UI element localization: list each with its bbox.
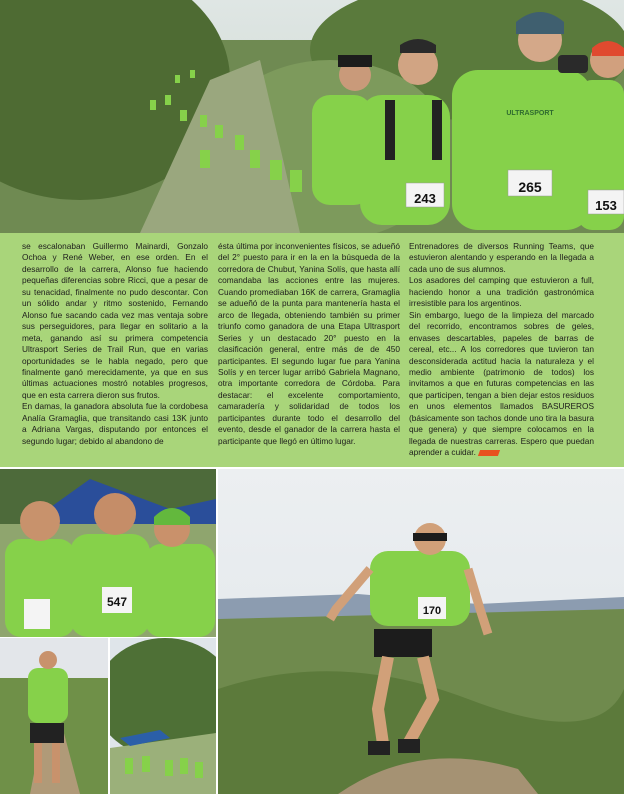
photo-top-runners	[0, 0, 624, 233]
article-column-1	[22, 241, 208, 447]
bib-153: 153	[595, 198, 617, 213]
bib-265: 265	[518, 179, 542, 195]
article-paragraph: En damas, la ganadora absoluta fue la cordobesa Analía Gramaglia, que transitando casi 13K junto a Adriana Vargas, disputando por entonces el segundo lugar; debido al abandono de	[22, 401, 208, 446]
photo-trail-runner-small	[0, 638, 108, 794]
bib-547: 547	[106, 595, 128, 609]
photo-group-runners	[0, 469, 216, 637]
photo-trail-runners-small	[110, 638, 216, 794]
bib-243: 243	[414, 191, 436, 206]
article-text-band	[0, 233, 624, 467]
article-paragraph: se escalonaban Guillermo Mainardi, Gonzalo Ochoa y René Weber, en ese orden. En el desarrollo de la carrera, Alonso fue haciendo pequeñas diferencias sobre Ricci, que a pesar de su tenacidad, finalmente no pudo descontar. Con un sólido andar y ritmo sostenido, Fernando Alonso fue sacando cada vez mas ventaja sobre sus perseguidores, para llegar en solitario a la meta, ganando así su primera competencia Ultrasport Series de Trail Run, que en varias oportunidades se le habla negado, pero que finalmente ganó merecidamente, ya que en sus últimas actuaciones mostró notables progresos, que en esta carrera dieron sus frutos.	[22, 241, 208, 400]
article-paragraph: Entrenadores de diversos Running Teams, que estuvieron alentando y esperando en la llegada a cada uno de sus alumnos.	[409, 241, 594, 274]
article-paragraph: Los asadores del camping que estuvieron a full, haciendo honor a una tradición gastronómica irresistible para los argentinos.	[409, 275, 594, 309]
article-column-2	[218, 241, 400, 447]
article-paragraph-text: Sin embargo, luego de la limpieza del marcado del recorrido, encontramos sobres de geles, envases descartables, papeles de barras de cereal, etc... A los corredores que tuvieron tan desconsiderada actitud hacia la naturaleza y el medio ambiente (patrimonio de todos) los invitamos a que en futuras competencias en las que participen, tengan a bien dejar estos residuos en unos elementos llamados BASUREROS (básicamente son tachos donde uno tira la basura que genera) y que siempre colocamos en la llegada de nuestras carreras. Espero que puedan aprender a cuidar.	[409, 309, 594, 458]
bib-170: 170	[422, 605, 442, 617]
shirt-brand: ULTRASPORT	[506, 110, 554, 117]
article-paragraph: ésta última por inconvenientes físicos, se adueñó del 2° puesto para ir en la en la búsqueda de la corredora de Chubut, Yanina Solís, que hasta allí comandaba las acciones entre las mujeres. Cuando promediaban 16K de carrera, Gramaglia se adueñó de la punta para mantenería hasta el arco de llegada, obteniendo también su primer triunfo como ganadora de una Etapa Ultrasport Series y un destacado 20° puesto en la clasificación general, entre más de de 450 participantes. El segundo lugar fue para Yanina Solís y en tercer lugar arribó Gabriela Magnano, otra importante corredora de Córdoba. Para destacar: el excelente comportamiento, camaradería y solidaridad de todos los participantes durante todo el desarrollo del evento, desde el ganador de la carrera hasta el participante que llegó en último lugar.	[218, 241, 400, 446]
article-paragraph-last	[409, 310, 594, 459]
article-column-3	[409, 241, 594, 459]
end-of-article-mark	[478, 450, 500, 456]
photo-runner-descending	[218, 469, 624, 794]
